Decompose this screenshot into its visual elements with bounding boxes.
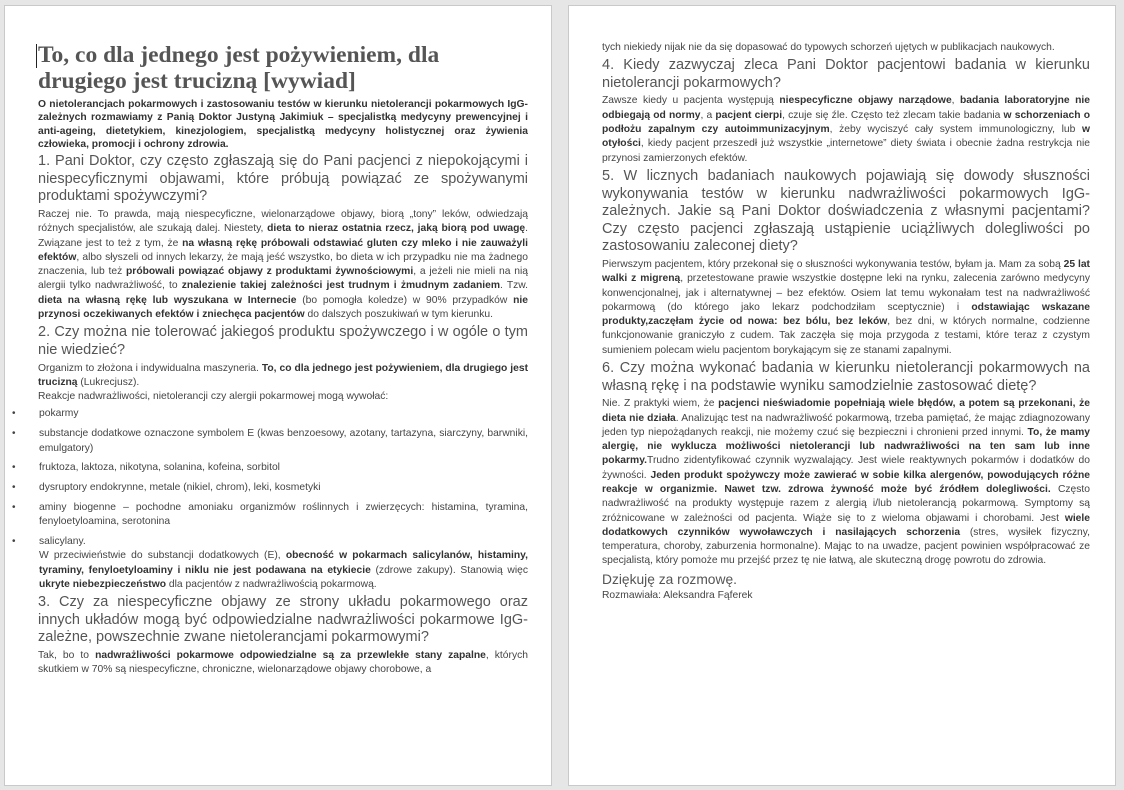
text-cursor xyxy=(36,44,37,68)
closing-thanks: Dziękuję za rozmowę. xyxy=(602,571,737,587)
answer-2-continued: W przeciwieństwie do substancji dodatkowych (E), obecność w pokarmach salicylanów, histaminy, tyraminy, fenyloetyloaminy i niklu nie jest podawana na etykiecie (zdrowe zakupy). Stanowią więc ukryte niebezpieczeństwo dla pacjentów z nadwrażliwością pokarmową. xyxy=(39,550,528,590)
list-item: • pokarmy xyxy=(38,407,528,421)
bullet-icon: • xyxy=(12,501,16,513)
answer-4: Zawsze kiedy u pacjenta występują niespecyficzne objawy narządowe, badania laboratoryjne nie odbiegają od normy, a pacjent cierpi, czuje się źle. Często też zlecam takie badania w schorzeniach o podłożu zapalnym czy autoimmunizacyjnym, żeby wyciszyć cały system immunologiczny, lub w otyłości, kiedy pacjent przeszedł już wszystkie „internetowe” diety świata i obecnie żadna restrykcja nie przynosi zamierzonych efektów. xyxy=(602,95,1090,164)
list-item: • salicylany. W przeciwieństwie do substancji dodatkowych (E), obecność w pokarmach salicylanów, histaminy, tyraminy, fenyloetyloaminy i niklu nie jest podawana na etykiecie (zdrowe zakupy). Stanowią więc ukryte niebezpieczeństwo dla pacjentów z nadwrażliwością pokarmową. xyxy=(38,535,528,592)
answer-2: Organizm to złożona i indywidualna maszyneria. To, co dla jednego jest pożywieniem, dla drugiego jest trucizną (Lukrecjusz). Reakcje nadwrażliwości, nietolerancji czy alergii pokarmowej mogą wywołać: xyxy=(38,362,528,403)
question-3: 3. Czy za niespecyficzne objawy ze strony układu pokarmowego oraz innych układów mogą być odpowiedzialne nadwrażliwości pokarmowe IgG-zależne, powszechnie zwane nietolerancjami pokarmowymi? xyxy=(38,594,528,646)
answer-6: Nie. Z praktyki wiem, że pacjenci nieświadomie popełniają wiele błędów, a potem są przekonani, że dieta nie działa. Analizując test na nadwrażliwość pokarmową, trzeba pamiętać, że mając zdiagnozowany jeden typ niepożądanych reakcji, nie możemy czuć się bezpieczni i chronieni przed innymi. To, że mamy alergię, nie wyklucza możliwości nietolerancji lub nadwrażliwości na ten sam lub inne pokarmy.Trudno zidentyfikować czynnik wyzwalający. Jest wiele reaktywnych pokarmów i dodatków do żywności. Jeden produkt spożywczy może zawierać w sobie kilka alergenów, powodujących różne reakcje w organizmie. Nawet tzw. zdrowa żywność może być źródłem dolegliwości. Często nadwrażliwość na produkty występuje razem z alergią i/lub nietolerancją pokarmową. Symptomy są zróżnicowane w zależności od pacjenta. Wiąże się to z wieloma objawami i chorobami. Jest wiele dodatkowych czynników wywoławczych i nasilających schorzenia (stres, wysiłek fizyczny, temperatura, choroby, zaburzenia hormonalne). Mając to na uwadze, pacjent powinien współpracować ze specjalistą, który pomoże mu przejść przez tę nie łatwą, ale skuteczną drogę powrotu do zdrowia. xyxy=(602,398,1091,567)
list-item: • dysruptory endokrynne, metale (nikiel, chrom), leki, kosmetyki xyxy=(38,481,528,495)
answer-1: Raczej nie. To prawda, mają niespecyficzne, wielonarządowe objawy, biorą „tony” leków, odwiedzają różnych specjalistów, ale szukają dalej. Niestety, dieta to nieraz ostatnia rzecz, jaką biorą pod uwagę. Związane jest to też z tym, że na własną rękę próbowali odstawiać gluten czy mleko i nie zauważyli efektów, albo słyszeli od innych lekarzy, że mają jeść wszystko, bo dieta w ich przypadku nie ma żadnego znaczenia, lub też próbowali powiązać objawy z produktami żywnościowymi, a jeżeli nie mieli na nią alergii tylko nadwrażliwość, to znalezienie takiej zależności jest trudnym i żmudnym zadaniem. Tzw. dieta na własną rękę lub wyszukana w Internecie (bo pomogła koledze) w 90% przypadków nie przynosi oczekiwanych efektów i zniechęca pacjentów do dalszych poszukiwań w tym kierunku. xyxy=(38,208,529,321)
question-6: 6. Czy można wykonać badania w kierunku nietolerancji pokarmowych na własną rękę i na podstawie wyniku samodzielnie zastosować dietę? xyxy=(602,360,1090,394)
bullet-icon: • xyxy=(12,462,16,474)
bullet-icon: • xyxy=(12,428,16,440)
article-title-text: To, co dla jednego jest pożywieniem, dla drugiego jest trucizną [wywiad] xyxy=(38,42,440,94)
question-1: 1. Pani Doktor, czy często zgłaszają się do Pani pacjenci z niepokojącymi i niespecyficznymi objawami, które próbują powiązać ze spożywanymi produktami spożywczymi? xyxy=(38,153,528,205)
bullet-icon: • xyxy=(12,408,16,420)
list-item: • aminy biogenne – pochodne amoniaku organizmów roślinnych i zwierzęcych: histamina, tyramina, fenyloetyloamina, serotonina xyxy=(12,501,528,528)
answer-5: Pierwszym pacjentem, który przekonał się o słuszności wykonywania testów, byłam ja. Mam za sobą 25 lat walki z migreną, przetestowane prawie wszystkie dostępne leki na rynku, zalecenia zarówno medycyny konwencjonalnej, jak i alternatywnej – bez efektów. Osiem lat temu wykonałam test na nadwrażliwość pokarmową (do którego jako lekarz podchodziłam sceptycznie) i odstawiając wskazane produkty,zaczęłam życie od nowa: bez bólu, bez leków, bez dni, w których normalne, codzienne funkcjonowanie graniczyło z cudem. Tak zaczęła się moja przygoda z testami, które teraz z czystym sumieniem polecam wielu pacjentom borykającym się ze stanami zapalnymi. xyxy=(602,258,1091,356)
page-2-content xyxy=(602,41,1090,602)
article-lead: O nietolerancjach pokarmowych i zastosowaniu testów w kierunku nietolerancji pokarmowych IgG-zależnych rozmawiamy z Panią Doktor Justyną Jakimiuk – specjalistką medycyny prewencyjnej i anti-ageing, dietetykiem, kinezjologiem, specjalistką medycyny holistycznej oraz żywienia człowieka, promocji i ochrony zdrowia. xyxy=(38,99,528,150)
allergen-list xyxy=(12,407,528,592)
interviewer-signature: Rozmawiała: Aleksandra Fąferek xyxy=(602,589,753,601)
bullet-icon: • xyxy=(12,482,16,494)
list-item: • fruktoza, laktoza, nikotyna, solanina, kofeina, sorbitol xyxy=(38,461,528,475)
answer-3-continued: tych niekiedy nijak nie da się dopasować do typowych schorzeń ujętych w publikacjach naukowych. xyxy=(602,42,1055,53)
document-page-1 xyxy=(4,5,552,786)
list-item: • substancje dodatkowe oznaczone symbolem E (kwas benzoesowy, azotany, tartazyna, siarczyny, barwniki, emulgatory) xyxy=(12,428,528,454)
bullet-icon: • xyxy=(12,536,16,547)
question-5: 5. W licznych badaniach naukowych pojawiają się dowody słuszności wykonywania testów w kierunku nadwrażliwości pokarmowych IgG-zależnych. Jakie są Pani Doktor doświadczenia z własnymi pacjentami? Czy często pacjenci zgłaszają ustąpienie uciążliwych dolegliwości po zastosowaniu zaleconej diety? xyxy=(602,167,1090,255)
article-title[interactable] xyxy=(38,42,528,94)
page-1-content xyxy=(12,42,529,678)
question-4: 4. Kiedy zazwyczaj zleca Pani Doktor pacjentowi badania w kierunku nietolerancji pokarmowych? xyxy=(602,57,1090,91)
answer-3: Tak, bo to nadwrażliwości pokarmowe odpowiedzialne są za przewlekłe stany zapalne, których skutkiem w 70% są niespecyficzne, chroniczne, wielonarządowe objawy chorobowe, a xyxy=(38,649,528,676)
document-page-2 xyxy=(568,5,1116,786)
question-2: 2. Czy można nie tolerować jakiegoś produktu spożywczego i w ogóle o tym nie wiedzieć? xyxy=(38,324,528,358)
